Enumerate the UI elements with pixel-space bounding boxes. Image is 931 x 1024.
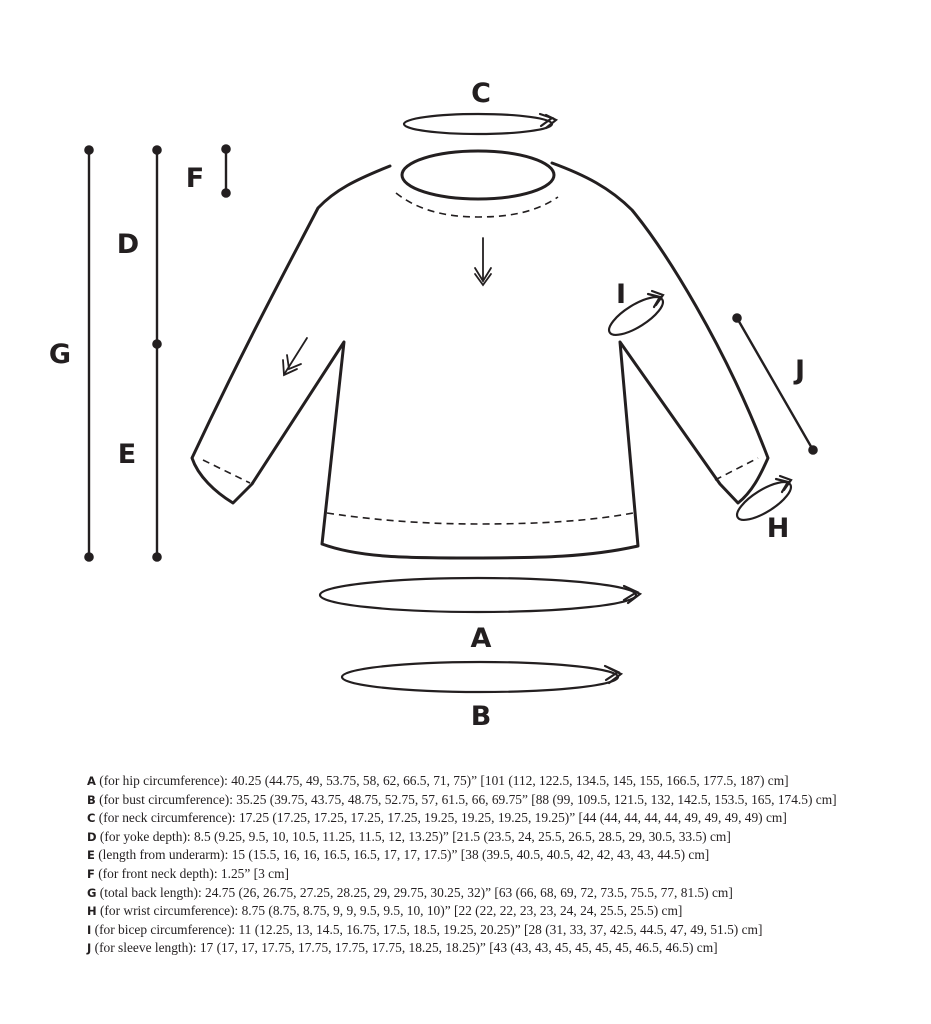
measure-a-ring xyxy=(320,578,640,612)
label-c: C xyxy=(471,78,491,109)
sweater-outline xyxy=(192,163,768,558)
legend-row-i: I (for bicep circumference): 11 (12.25, 13, 14.5, 16.75, 17.5, 18.5, 19.25, 20.25)” [28 (31, 33, 37, 42.5, 44.5, 47, 49, 51.5) cm] xyxy=(87,921,763,937)
legend-row-b: B (for bust circumference): 35.25 (39.75, 43.75, 48.75, 52.75, 57, 61.5, 66, 69.75” [88 (99, 109.5, 121.5, 132, 142.5, 153.5, 165, 174.5) cm] xyxy=(87,791,837,807)
measure-d-e-line xyxy=(153,146,160,560)
legend-row-g: G (total back length): 24.75 (26, 26.75, 27.25, 28.25, 29, 29.75, 30.25, 32)” [63 (66, 68, 69, 72, 73.5, 75.5, 77, 81.5) cm] xyxy=(87,884,733,900)
neckline xyxy=(402,151,554,199)
label-h: H xyxy=(766,513,790,544)
yoke-rib-dashed xyxy=(396,193,558,217)
label-i: I xyxy=(615,279,627,310)
measurement-legend xyxy=(87,772,867,958)
legend-row-e: E (length from underarm): 15 (15.5, 16, 16, 16.5, 16.5, 17, 17, 17.5)” [38 (39.5, 40.5, 40.5, 42, 42, 43, 43, 44.5) cm] xyxy=(87,847,710,863)
measure-b-ring xyxy=(342,662,621,692)
measure-g-line xyxy=(85,146,92,560)
legend-row-f: F (for front neck depth): 1.25” [3 cm] xyxy=(87,865,289,881)
hem-rib-dashed xyxy=(327,513,633,524)
measure-f-line xyxy=(222,145,229,196)
label-f: F xyxy=(185,163,205,194)
legend-row-a: A (for hip circumference): 40.25 (44.75, 49, 53.75, 58, 62, 66.5, 71, 75)” [101 (112, 122.5, 134.5, 145, 155, 166.5, 177.5, 187) cm] xyxy=(87,773,789,788)
label-d: D xyxy=(116,229,140,260)
left-cuff-rib-dashed xyxy=(203,460,250,483)
label-b: B xyxy=(470,701,492,732)
down-arrow-icon xyxy=(475,238,491,285)
label-e: E xyxy=(117,439,137,470)
right-cuff-rib-dashed xyxy=(715,458,758,480)
measure-i-ring xyxy=(604,290,668,342)
legend-row-c: C (for neck circumference): 17.25 (17.25, 17.25, 17.25, 17.25, 19.25, 19.25, 19.25, 19.25)” [44 (44, 44, 44, 44, 49, 49, 49, 49) cm] xyxy=(87,810,787,826)
label-j: J xyxy=(794,355,806,386)
legend-row-d: D (for yoke depth): 8.5 (9.25, 9.5, 10, 10.5, 11.25, 11.5, 12, 13.25)” [21.5 (23.5, 24, 25.5, 26.5, 28.5, 29, 30.5, 33.5) cm] xyxy=(87,828,731,844)
legend-row-h: H (for wrist circumference): 8.75 (8.75, 8.75, 9, 9, 9.5, 9.5, 10, 10)” [22 (22, 22, 23, 23, 24, 24, 25.5, 25.5) cm] xyxy=(87,903,683,919)
sleeve-arrow-icon xyxy=(283,338,307,375)
label-a: A xyxy=(470,623,492,654)
legend-row-j: J (for sleeve length): 17 (17, 17, 17.75, 17.75, 17.75, 17.75, 18.25, 18.25)” [43 (43, 43, 45, 45, 45, 45, 46.5, 46.5) cm] xyxy=(87,940,718,956)
label-g: G xyxy=(48,339,72,370)
measure-c-ring xyxy=(404,114,556,134)
